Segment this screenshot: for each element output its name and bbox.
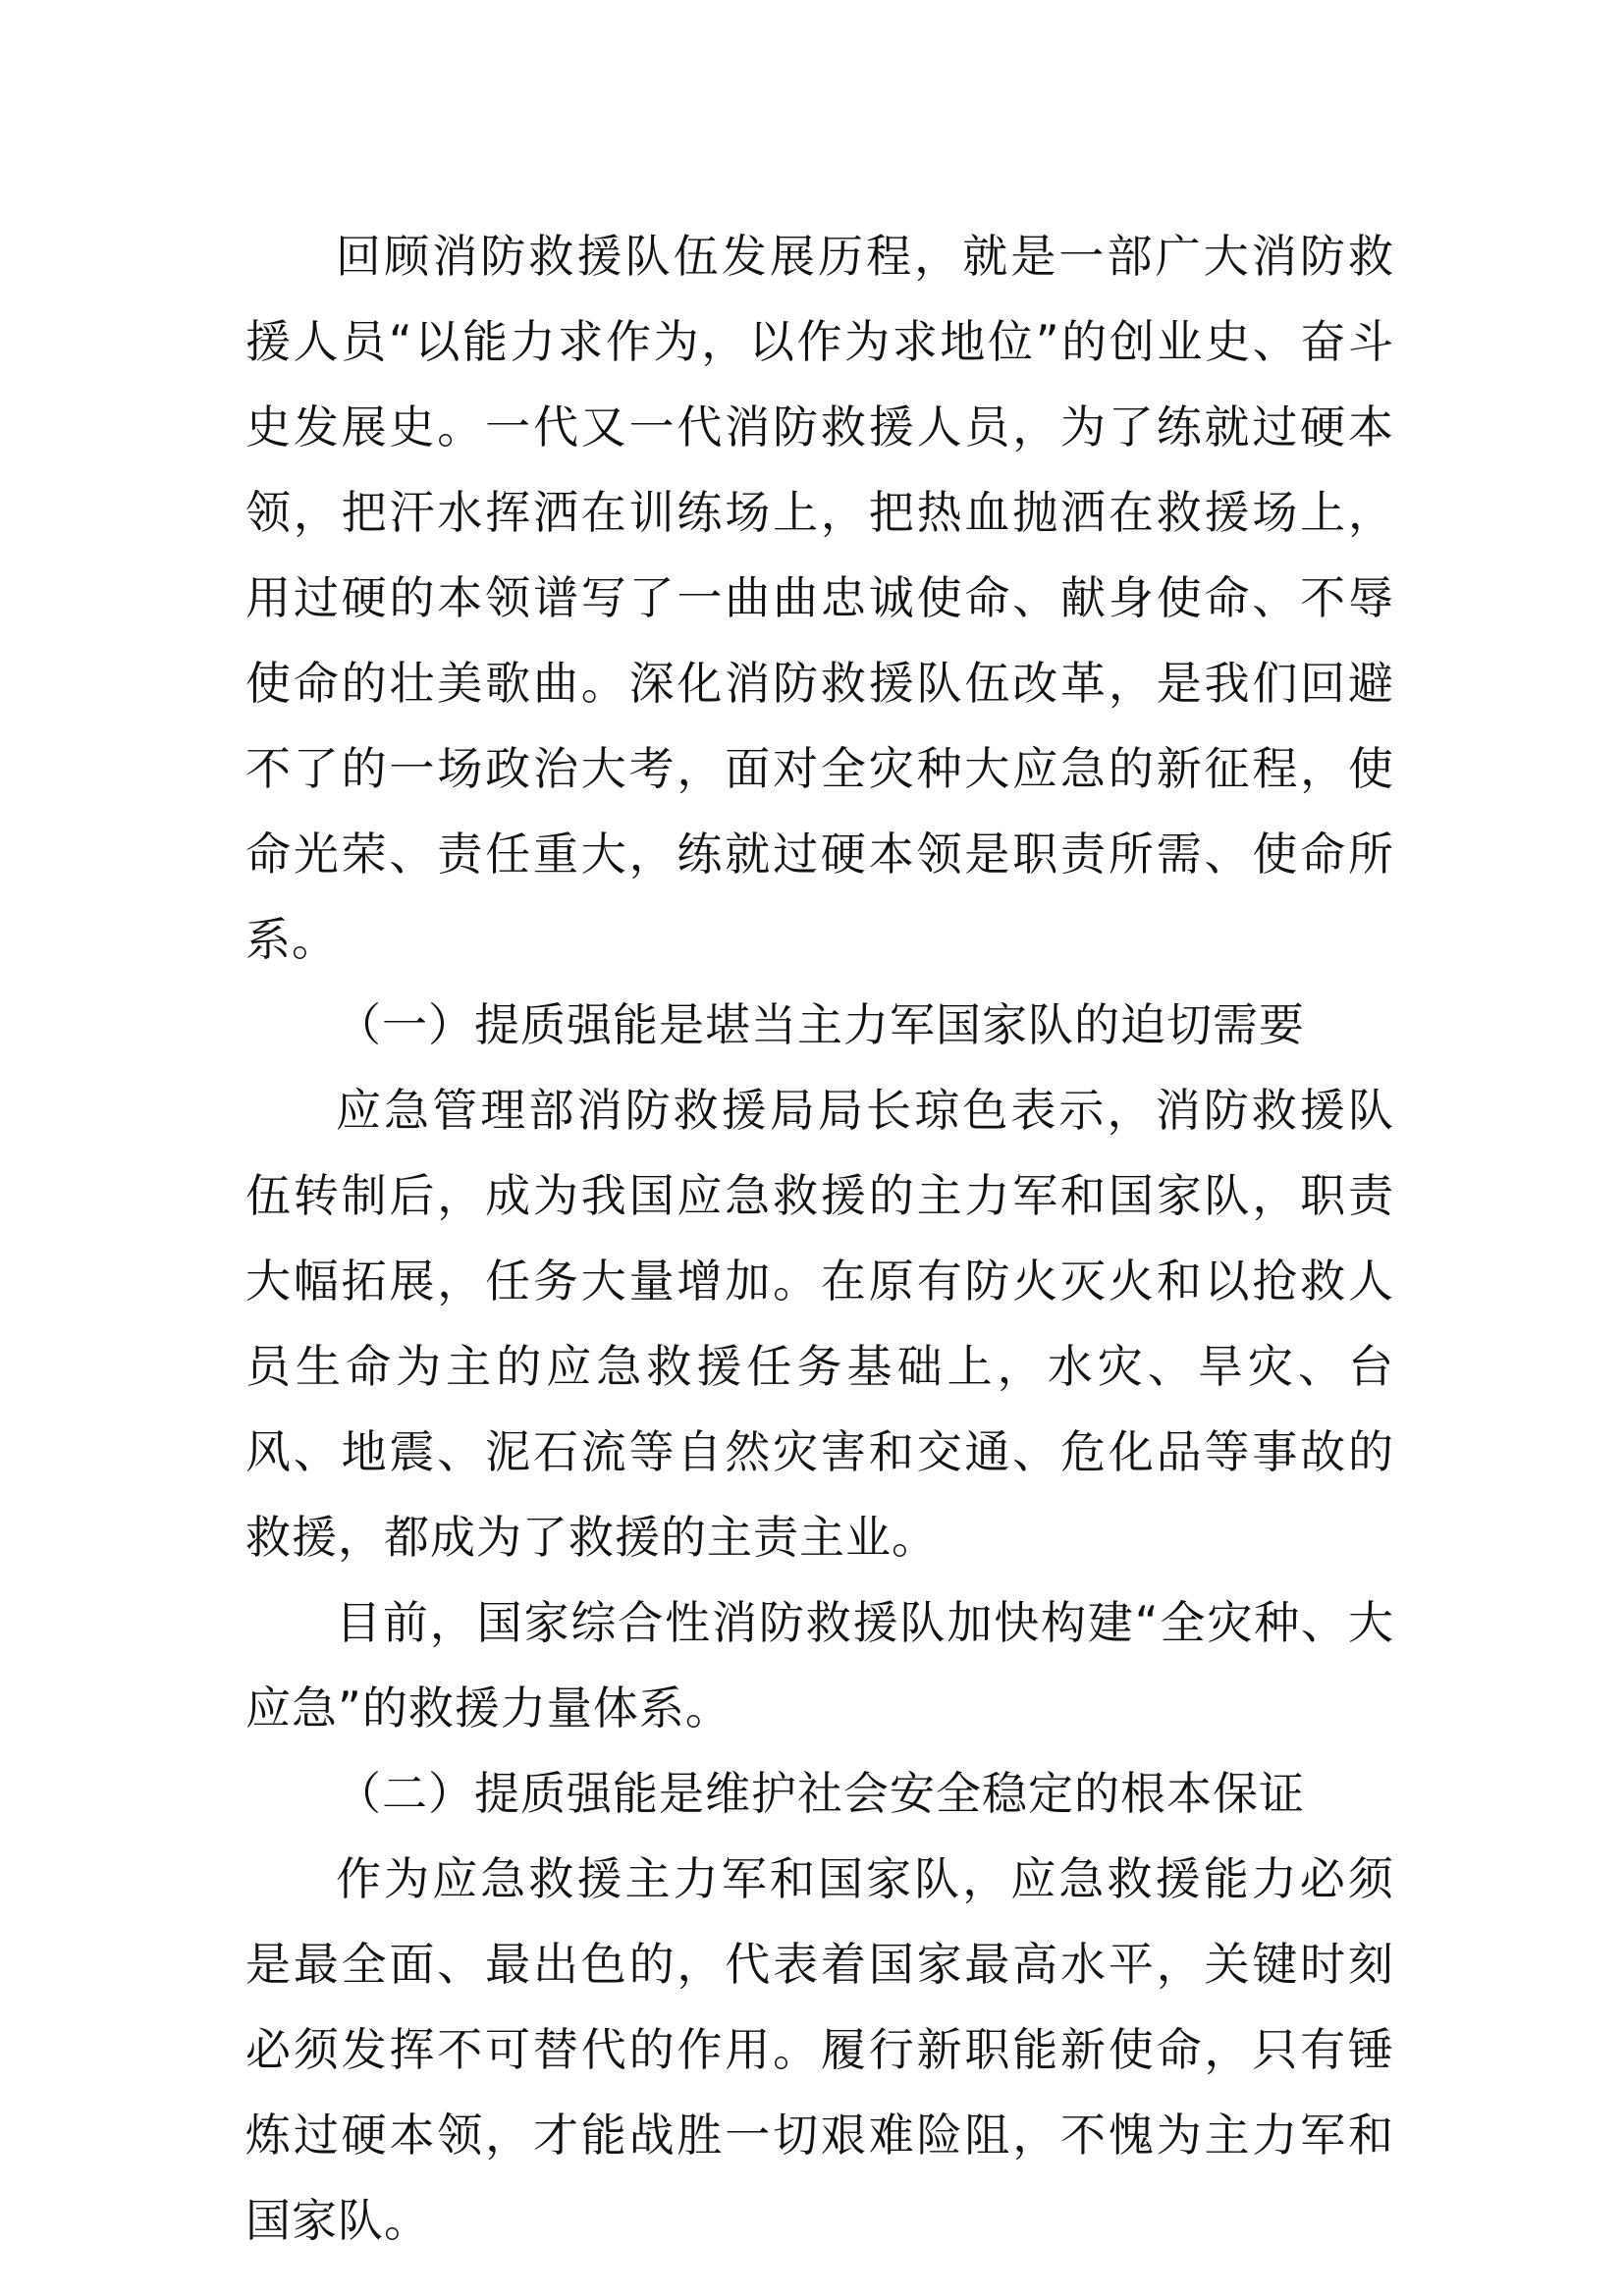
document-body: [245, 214, 1394, 2264]
paragraph-current-status: 目前，国家综合性消防救援队加快构建“全灾种、大应急”的救援力量体系。: [245, 1596, 1394, 1735]
section-heading-1: （一）提质强能是堪当主力军国家队的迫切需要: [336, 998, 1305, 1051]
section-heading-2: （二）提质强能是维护社会安全稳定的根本保证: [336, 1767, 1305, 1820]
paragraph-history: 回顾消防救援队伍发展历程，就是一部广大消防救援人员“以能力求作为，以作为求地位”的创业史、奋斗史发展史。一代又一代消防救援人员，为了练就过硬本领，把汗水挥洒在训练场上，把热血抛洒在救援场上，用过硬的本领谱写了一曲曲忠诚使命、献身使命、不辱使命的壮美歌曲。深化消防救援队伍改革，是我们回避不了的一场政治大考，面对全灾种大应急的新征程，使命光荣、责任重大，练就过硬本领是职责所需、使命所系。: [245, 230, 1394, 966]
paragraph-capability: 作为应急救援主力军和国家队，应急救援能力必须是最全面、最出色的，代表着国家最高水平，关键时刻必须发挥不可替代的作用。履行新职能新使命，只有锤炼过硬本领，才能战胜一切艰难险阻，不愧为主力军和国家队。: [245, 1852, 1394, 2247]
paragraph-transformation: 应急管理部消防救援局局长琼色表示，消防救援队伍转制后，成为我国应急救援的主力军和国家队，职责大幅拓展，任务大量增加。在原有防火灭火和以抢救人员生命为主的应急救援任务基础上，水灾、旱灾、台风、地震、泥石流等自然灾害和交通、危化品等事故的救援，都成为了救援的主责主业。: [245, 1084, 1394, 1564]
